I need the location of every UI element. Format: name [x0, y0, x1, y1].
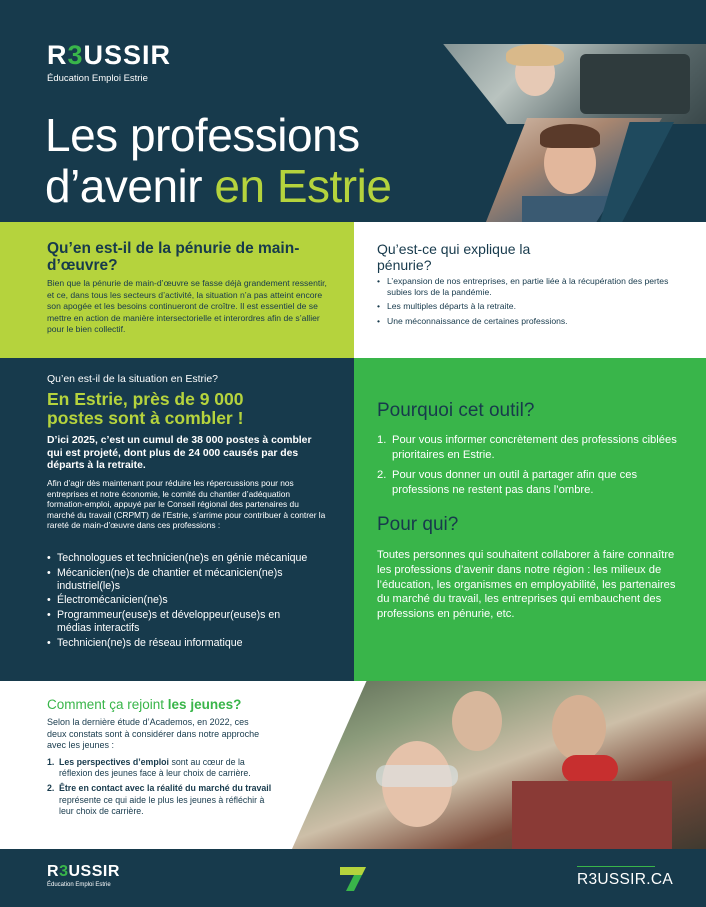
website-link[interactable]: R3USSIR.CA	[577, 871, 674, 888]
shortage-heading: Qu’en est-il de la pénurie de main-d’œuvre?	[47, 240, 300, 274]
estrie-headline: En Estrie, près de 9 000 postes sont à combler !	[47, 389, 244, 428]
shortage-body: Bien que la pénurie de main-d’œuvre se fasse déjà grandement ressentir, et ce, dans tous les secteurs d’activité, la situation n’a pas atteint encore son apogée et les besoins continueront de croître. Il est essentiel de se mettre en action de manière intersectorielle et interordres afin de s’allier pour le bien collectif.	[47, 278, 327, 335]
youth-item: 1. Les perspectives d’emploi sont au cœur de la réflexion des jeunes face à leur choix de carrière.	[47, 757, 251, 779]
profession-item: • Programmeur(euse)s et développeur(euse)s en médias interactifs	[47, 609, 281, 634]
professions-list	[47, 552, 317, 650]
footer	[0, 849, 706, 907]
logo-subtitle: Éducation Emploi Estrie	[47, 73, 148, 84]
who-body: Toutes personnes qui souhaitent collaborer à faire connaître les professions d’avenir dans notre région : les milieux de l’éducation, les organismes en employabilité, les partenaires du marché du travail, les entreprises qui embauchent des professions en pénurie, etc.	[377, 549, 676, 621]
explain-item: • L’expansion de nos entreprises, en partie liée à la récupération des pertes subies lors de la pandémie.	[377, 276, 669, 298]
photo-safety-glasses	[376, 765, 458, 787]
explain-section	[354, 222, 706, 358]
photo-students-lab	[292, 681, 706, 849]
youth-heading: Comment ça rejoint les jeunes?	[47, 697, 242, 712]
profession-item: • Technologues et technicien(ne)s en génie mécanique	[47, 552, 308, 564]
youth-list	[47, 757, 273, 817]
explain-heading: Qu’est-ce qui explique la pénurie?	[377, 241, 531, 273]
page-title: Les professions d’avenir en Estrie	[45, 109, 392, 212]
estrie-section	[0, 358, 354, 681]
tool-item: 2. Pour vous donner un outil à partager afin que ces professions ne restent pas dans l’ombre.	[377, 469, 638, 496]
footer-logo-subtitle: Éducation Emploi Estrie	[47, 882, 111, 888]
estrie-lead: D’ici 2025, c’est un cumul de 38 000 postes à combler qui est projeté, dont plus de 24 000 causés par des départs à la retraite.	[47, 435, 312, 472]
estrie-question: Qu’en est-il de la situation en Estrie?	[47, 373, 219, 385]
profession-item: • Mécanicien(ne)s de chantier et mécanicien(ne)s industriel(le)s	[47, 566, 283, 592]
photo-face-student-3	[552, 695, 606, 761]
brand-logo	[47, 42, 171, 84]
explain-item: • Une méconnaissance de certaines professions.	[377, 315, 568, 326]
photo-machine	[580, 54, 690, 114]
youth-intro: Selon la dernière étude d’Academos, en 2022, ces deux constats sont à considérer dans notre approche avec les jeunes :	[47, 717, 260, 751]
tool-heading: Pourquoi cet outil?	[377, 400, 535, 421]
profession-item: • Technicien(ne)s de réseau informatique	[47, 636, 243, 649]
profession-item: • Électromécanicien(ne)s	[47, 594, 168, 607]
tool-section	[354, 358, 706, 681]
explain-list	[377, 276, 687, 327]
tool-list	[377, 433, 687, 497]
explain-item: • Les multiples départs à la retraite.	[377, 301, 516, 312]
estrie-body: Afin d’agir dès maintenant pour réduire les répercussions pour nos entreprises et notre économie, le comité du chantier d’adéquation formation-emploi, appuyé par le Conseil régional des partenaires du marché du travail (CRPMT) de l’Estrie, s’arrime pour contribuer à contrer la rareté de main-d’œuvre dans ces professions :	[47, 478, 326, 531]
seven-arrow-icon	[340, 867, 366, 891]
who-heading: Pour qui?	[377, 514, 459, 535]
youth-item: 2. Être en contact avec la réalité du marché du travail représente ce qui aide le plus les jeunes à réfléchir à leur choix de carrière.	[47, 783, 272, 816]
logo-wordmark: R3USSIR	[47, 40, 172, 70]
footer-logo	[47, 864, 120, 888]
photo-hair-woman	[506, 44, 564, 66]
footer-logo-wordmark: R3USSIR	[47, 863, 120, 880]
footer-divider	[577, 866, 655, 867]
photo-ear-protection	[562, 755, 618, 783]
photo-face-student-2	[452, 691, 502, 751]
youth-section	[0, 681, 706, 849]
photo-technician-machine	[420, 44, 706, 124]
photo-hair-man	[540, 124, 600, 148]
header-banner	[0, 0, 706, 222]
tool-item: 1. Pour vous informer concrètement des professions ciblées prioritaires en Estrie.	[377, 434, 677, 461]
shortage-section	[0, 222, 354, 358]
photo-plaid-shirt	[512, 781, 672, 849]
